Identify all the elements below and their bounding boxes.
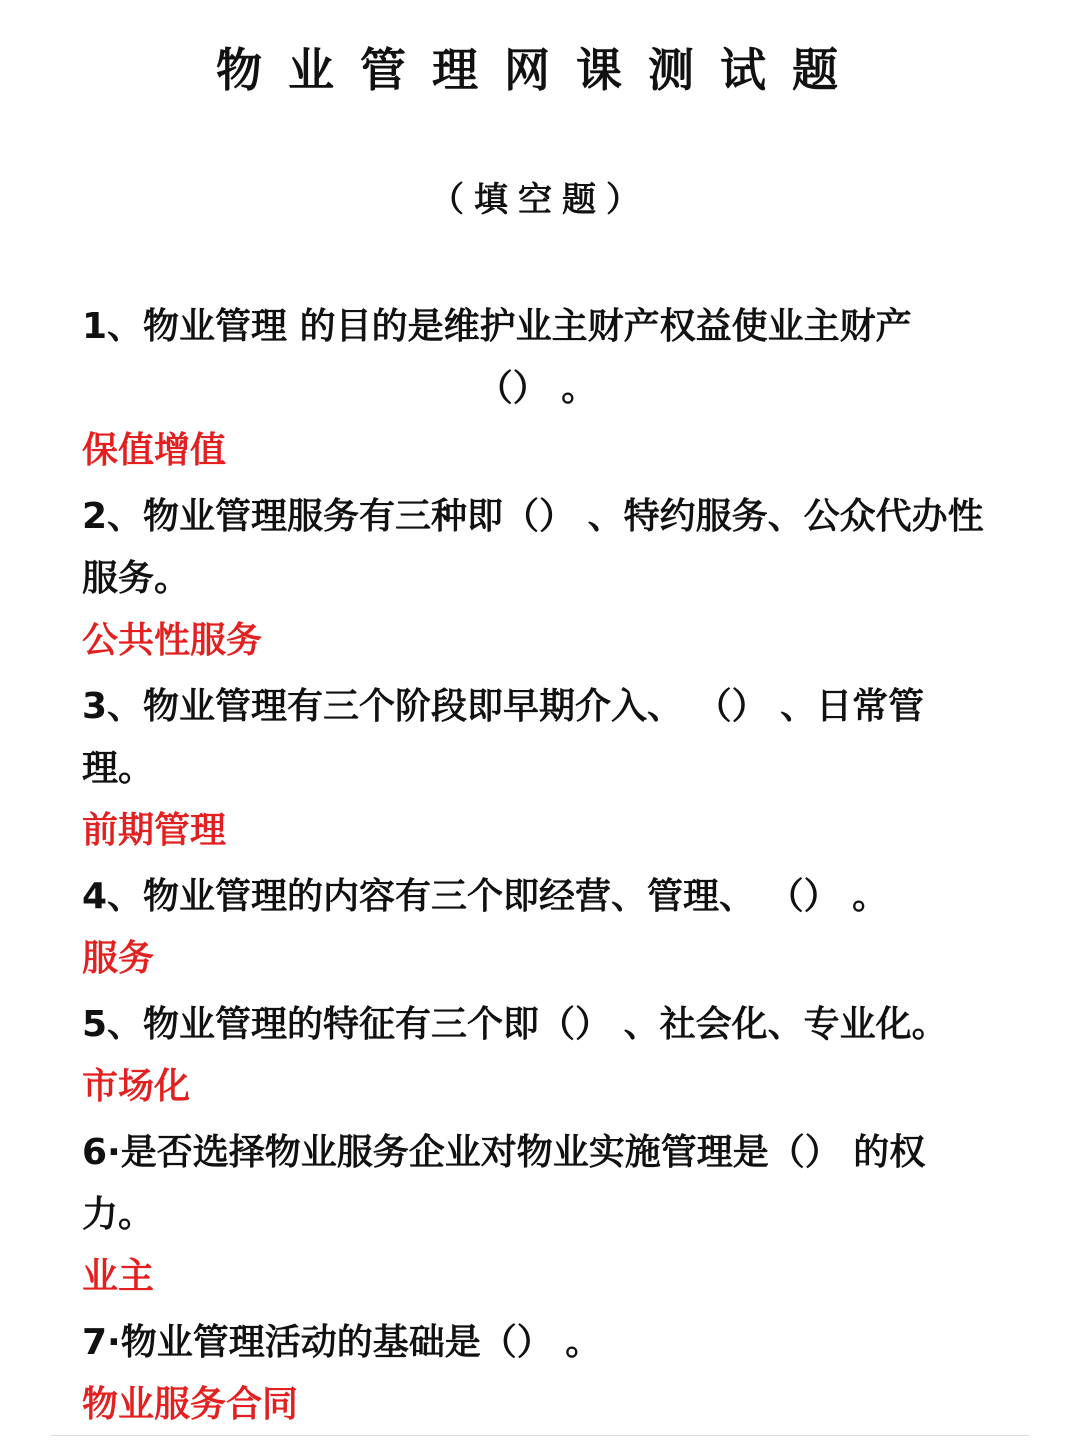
answer-4: 服务 bbox=[82, 938, 155, 979]
question-1-line-1: 1、物业管理 的目的是维护业主财产权益使业主财产 bbox=[82, 306, 912, 347]
question-7: 7·物业管理活动的基础是（） 。 bbox=[82, 1322, 602, 1363]
question-4: 4、物业管理的内容有三个即经营、管理、 （） 。 bbox=[82, 876, 889, 917]
section-subtitle: （填空题） bbox=[430, 180, 650, 220]
answer-3: 前期管理 bbox=[82, 810, 227, 851]
answer-2: 公共性服务 bbox=[82, 620, 263, 661]
question-1 bbox=[82, 296, 992, 420]
answer-7: 物业服务合同 bbox=[82, 1384, 299, 1425]
question-5: 5、物业管理的特征有三个即（） 、社会化、专业化。 bbox=[82, 1004, 948, 1045]
page-bottom-divider bbox=[50, 1435, 1030, 1436]
answer-1: 保值增值 bbox=[82, 430, 227, 471]
page-title: 物业管理网课测试题 bbox=[216, 43, 864, 97]
question-3: 3、物业管理有三个阶段即早期介入、 （） 、日常管理。 bbox=[82, 686, 925, 789]
question-6: 6·是否选择物业服务企业对物业实施管理是（） 的权力。 bbox=[82, 1132, 926, 1235]
answer-6: 业主 bbox=[82, 1256, 155, 1297]
question-2: 2、物业管理服务有三种即（） 、特约服务、公众代办性服务。 bbox=[82, 496, 984, 599]
question-list bbox=[82, 296, 992, 1440]
question-1-line-2: （） 。 bbox=[476, 368, 598, 409]
answer-5: 市场化 bbox=[82, 1066, 191, 1107]
